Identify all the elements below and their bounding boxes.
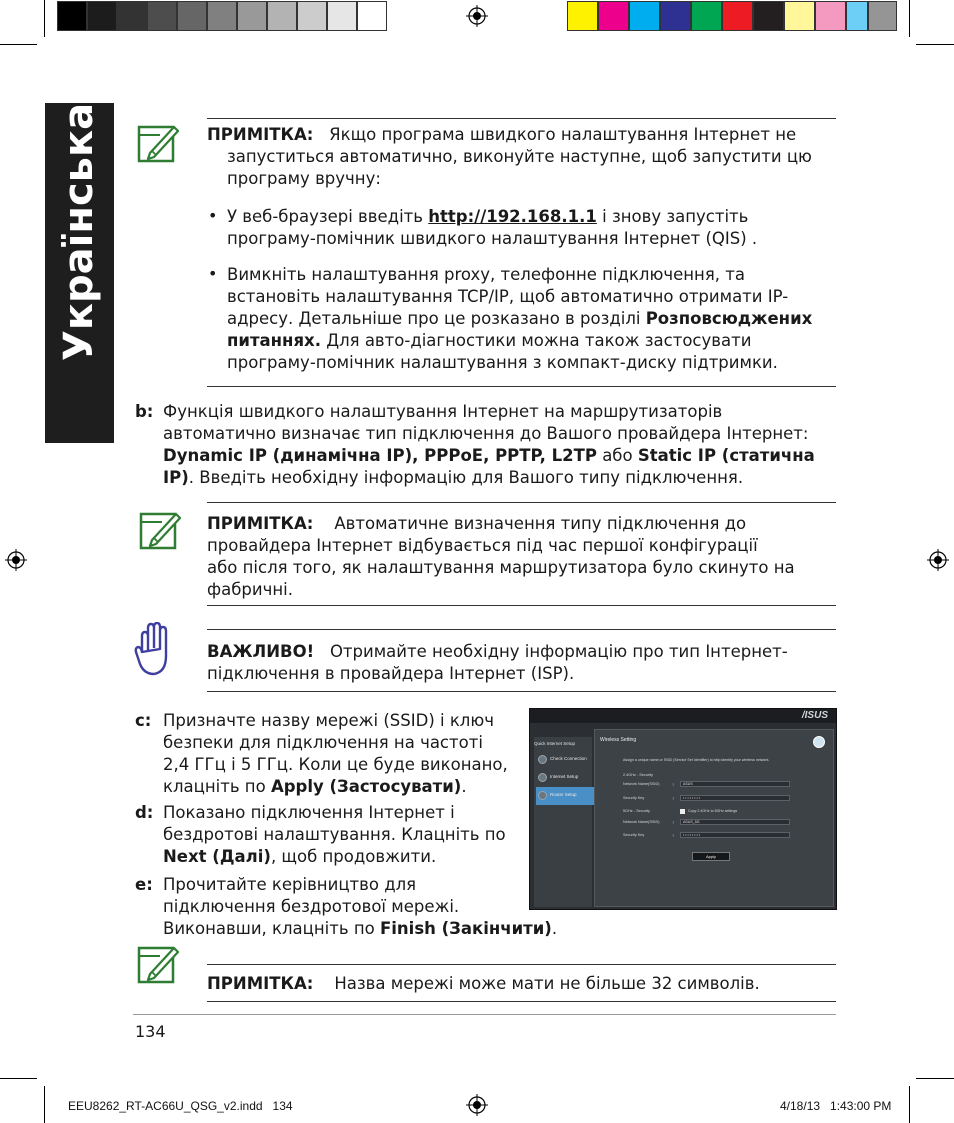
- step-e-line1: Прочитайте керівництво для: [163, 875, 417, 894]
- registration-mark-icon: [466, 1094, 488, 1116]
- step-c-line1: Призначте назву мережі (SSID) і ключ: [163, 711, 494, 730]
- security-key-label: Security Key: [623, 796, 645, 800]
- swatch: [117, 1, 147, 31]
- note-label: ПРИМІТКА:: [207, 125, 314, 144]
- crop-mark: [909, 0, 910, 37]
- network-name-5-field: ASUS_5G: [680, 819, 790, 825]
- text: У веб-браузері введіть: [227, 207, 429, 226]
- router-url-link[interactable]: http://192.168.1.1: [428, 207, 597, 226]
- bullet2-line4: [227, 330, 751, 352]
- text: Виконавши, клацніть по: [163, 919, 380, 938]
- important-line2: підключення в провайдера Інтернет (ISP).: [207, 664, 575, 683]
- important-label: ВАЖЛИВО!: [207, 642, 315, 661]
- swatch: [784, 1, 815, 31]
- screenshot-step-check-connection: [536, 751, 596, 769]
- bullet1-line1: [227, 206, 748, 228]
- crop-mark: [916, 44, 954, 45]
- bullet2-line1: Вимкніть налаштування proxy, телефонне підключення, та: [227, 265, 745, 284]
- language-sidebar: [45, 103, 114, 443]
- step-dot-icon: [538, 755, 547, 764]
- step-label: Router Setup: [550, 792, 577, 797]
- text: , щоб продовжити.: [270, 847, 437, 866]
- step-marker: d:: [135, 803, 154, 822]
- crop-mark: [44, 1086, 45, 1123]
- step-b-line2: автоматично визначає тип підключення до Вашого провайдера Інтернет:: [163, 424, 809, 443]
- step-dot-icon: [538, 791, 547, 800]
- note1-line2: запуститься автоматично, виконуйте наступне, щоб запустити цю: [227, 147, 812, 166]
- note2-line3: або після того, як налаштування маршрутизатора було скинуто на: [207, 558, 795, 577]
- copy-settings-label: Copy 2.4GHz to 5GHz settings: [688, 809, 738, 813]
- swatch: [297, 1, 327, 31]
- text: Next (Далі): [163, 847, 271, 866]
- step-d-line3: [163, 846, 436, 868]
- router-setup-screenshot: [529, 708, 837, 910]
- swatch: [868, 1, 897, 31]
- network-name-24-field: ASUS: [680, 781, 790, 787]
- swatch: [147, 1, 177, 31]
- swatch: [567, 1, 598, 31]
- asus-logo: /ISUS: [801, 710, 828, 721]
- divider: [207, 502, 836, 503]
- screenshot-step-router-setup: [536, 787, 596, 805]
- note-pencil-icon: [136, 121, 180, 165]
- band-24-label: 2.4GHz - Security: [623, 773, 653, 777]
- step-e-line3: [163, 918, 557, 940]
- note2-line2: провайдера Інтернет відбувається під час першої конфігурації: [207, 536, 758, 555]
- help-icon: ?: [672, 820, 675, 825]
- swatch: [629, 1, 660, 31]
- screenshot-main-panel: [594, 729, 834, 907]
- text: .: [551, 919, 558, 938]
- security-key-24-field: • • • • • • • •: [680, 795, 790, 801]
- page-number: 134: [135, 1022, 166, 1041]
- important-line1: [207, 641, 788, 663]
- step-label: Check Connection: [550, 756, 587, 761]
- note-label: ПРИМІТКА:: [207, 514, 314, 533]
- step-dot-icon: [538, 773, 547, 782]
- faq-reference: Розповсюджених: [645, 309, 813, 328]
- note-pencil-icon: [136, 942, 180, 986]
- text: .: [461, 777, 467, 796]
- step-e-line2: підключення бездротової мережі.: [163, 897, 460, 916]
- copy-settings-checkbox: [680, 809, 685, 814]
- bullet2-line3: [227, 308, 812, 330]
- footer-divider: [133, 1014, 836, 1015]
- screenshot-topbar: [530, 709, 836, 723]
- crop-mark: [909, 1086, 910, 1123]
- bullet2-line5: програму-помічник налаштування з компакт-диску підтримки.: [227, 353, 778, 372]
- note1-line3: програму вручну:: [227, 169, 381, 188]
- note-label: ПРИМІТКА:: [207, 974, 314, 993]
- bullet1-line2: програму-помічник швидкого налаштування Інтернет (QIS) .: [227, 229, 758, 248]
- text: і знову запустіть: [596, 207, 749, 226]
- text: Dynamic IP (динамічна IP), PPPoE, PPTP, L2TP: [163, 446, 597, 465]
- divider: [207, 964, 836, 965]
- step-b-line3: [163, 445, 815, 467]
- apply-button: Apply: [692, 852, 730, 861]
- note-pencil-icon: [138, 508, 182, 552]
- text: Finish (Закінчити): [379, 919, 552, 938]
- security-key-5-field: • • • • • • • •: [680, 832, 790, 838]
- swatch: [722, 1, 753, 31]
- swatch: [691, 1, 722, 31]
- swatch: [598, 1, 629, 31]
- faq-reference: питаннях.: [227, 331, 321, 350]
- step-b-line4: [163, 467, 743, 489]
- crop-mark: [916, 1078, 954, 1079]
- divider: [207, 386, 836, 387]
- help-icon: ?: [672, 796, 675, 801]
- crop-mark: [44, 0, 45, 37]
- swatch: [207, 1, 237, 31]
- step-label: Internet Setup: [550, 774, 579, 779]
- important-text: Отримайте необхідну інформацію про тип Інтернет-: [329, 642, 788, 661]
- note-text: Автоматичне визначення типу підключення до: [334, 514, 747, 533]
- crop-mark: [0, 1078, 37, 1079]
- divider: [207, 118, 836, 119]
- network-name-label: Network Name(SSID): [623, 782, 660, 786]
- step-d-line2: бездротові налаштування. Клацніть по: [163, 825, 506, 844]
- band-5-label: 5GHz - Security: [623, 809, 650, 813]
- bullet2-line2: встановіть налаштування TCP/IP, щоб автоматично отримати IP-: [227, 287, 789, 306]
- step-marker: b:: [135, 402, 154, 421]
- home-icon: [813, 736, 825, 748]
- swatch: [177, 1, 207, 31]
- crop-mark: [0, 44, 37, 45]
- text: Apply (Застосувати): [270, 777, 462, 796]
- screenshot-sidebar-header: Quick Internet Setup: [534, 741, 576, 746]
- swatch: [327, 1, 357, 31]
- screenshot-description: Assign a unique name or SSID (Service Set Identifier) to help identify your wireless network.: [623, 758, 770, 762]
- step-marker: e:: [135, 875, 153, 894]
- divider: [207, 1001, 836, 1002]
- note1-line1: [207, 124, 837, 146]
- network-name-label: Network Name(SSID): [623, 820, 660, 824]
- divider: [207, 629, 836, 630]
- text: Static IP (статична: [637, 446, 815, 465]
- swatch: [815, 1, 846, 31]
- swatch: [87, 1, 117, 31]
- step-c-line3: 2,4 ГГц і 5 ГГц. Коли це буде виконано,: [163, 755, 508, 774]
- important-hand-icon: [134, 622, 176, 678]
- language-label: Українська: [56, 103, 102, 362]
- help-icon: ?: [672, 833, 675, 838]
- footer-timestamp: 4/18/13 1:43:00 PM: [780, 1099, 892, 1113]
- text: IP): [163, 468, 189, 487]
- step-marker: c:: [135, 711, 152, 730]
- step-b-line1: Функція швидкого налаштування Інтернет на маршрутизаторів: [163, 402, 723, 421]
- swatch: [267, 1, 297, 31]
- note3-line1: [207, 973, 760, 995]
- step-d-line1: Показано підключення Інтернет і: [163, 803, 455, 822]
- text: клацніть по: [163, 777, 271, 796]
- swatch: [237, 1, 267, 31]
- note-text: Якщо програма швидкого налаштування Інтернет не: [329, 125, 797, 144]
- security-key-label: Security Key: [623, 833, 645, 837]
- screenshot-step-internet-setup: [536, 769, 596, 787]
- swatch: [660, 1, 691, 31]
- text: або: [596, 446, 638, 465]
- bullet-marker: •: [208, 206, 218, 225]
- help-icon: ?: [672, 782, 675, 787]
- swatch: [846, 1, 868, 31]
- note2-line4: фабричні.: [207, 580, 293, 599]
- swatch: [57, 1, 87, 31]
- swatch: [753, 1, 784, 31]
- note2-line1: [207, 513, 746, 535]
- swatch: [357, 1, 387, 31]
- note-text: Назва мережі може мати не більше 32 символів.: [334, 974, 760, 993]
- bullet-marker: •: [208, 264, 218, 283]
- step-c-line4: [163, 776, 467, 798]
- text: . Введіть необхідну інформацію для Вашого типу підключення.: [188, 468, 744, 487]
- divider: [207, 691, 836, 692]
- footer-filename: EEU8262_RT-AC66U_QSG_v2.indd 134: [68, 1099, 293, 1113]
- registration-mark-icon: [927, 549, 949, 571]
- screenshot-title: Wireless Setting: [600, 737, 637, 743]
- divider: [207, 605, 836, 606]
- text: адресу. Детальніше про це розказано в розділі: [227, 309, 646, 328]
- registration-mark-icon: [466, 5, 488, 27]
- text: Для авто-діагностики можна також застосувати: [320, 331, 752, 350]
- step-c-line2: безпеки для підключення на частоті: [163, 733, 483, 752]
- registration-mark-icon: [5, 549, 27, 571]
